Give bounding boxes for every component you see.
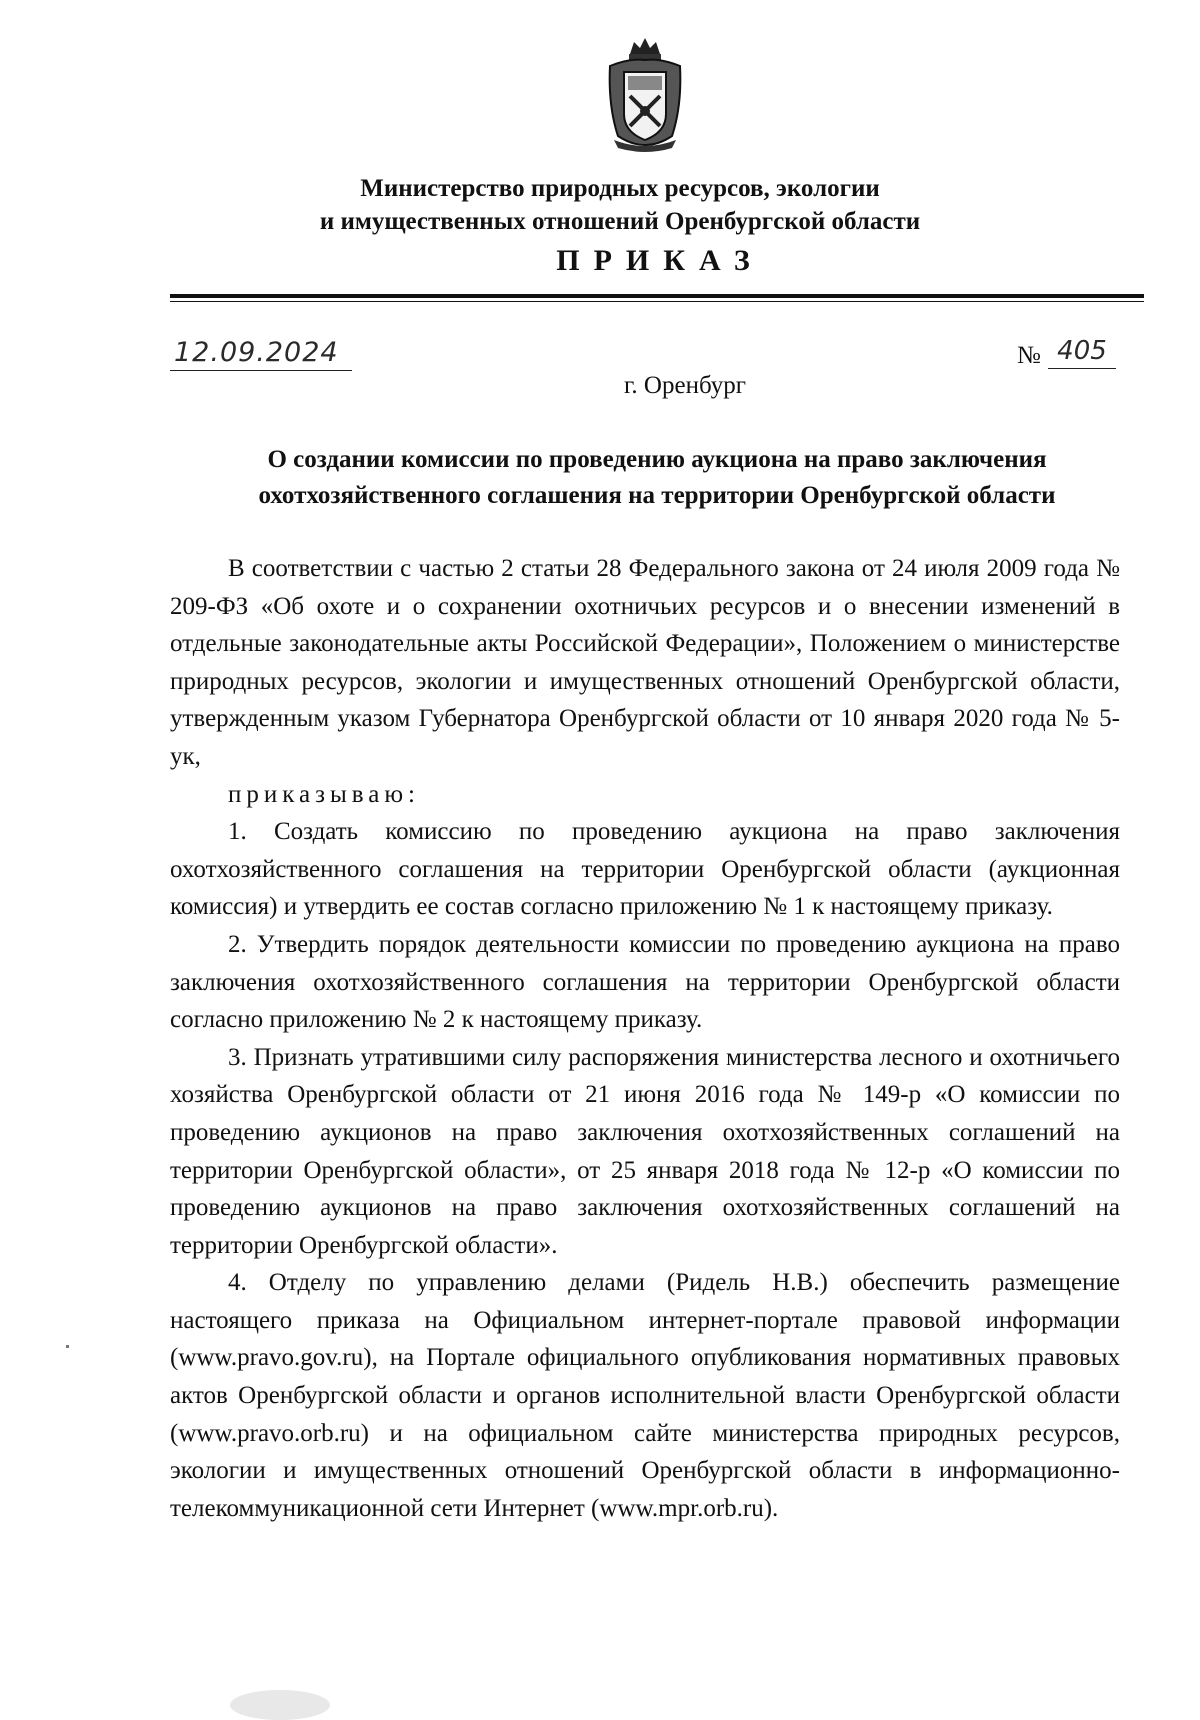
coat-of-arms-icon — [600, 36, 690, 152]
header-divider-thick — [170, 294, 1144, 298]
ministry-name-line-1: Министерство природных ресурсов, экологии — [360, 175, 880, 202]
order-number: 405 — [1048, 334, 1116, 369]
scan-smudge — [230, 1690, 330, 1720]
document-body — [170, 550, 1120, 1527]
order-item-2: 2. Утвердить порядок деятельности комиссии по проведению аукциона на право заключения охотхозяйственного соглашения на территории Оренбургской области согласно приложению № 2 к настоящему приказу. — [170, 930, 1120, 1034]
order-item-4: 4. Отделу по управлению делами (Ридель Н.В.) обеспечить размещение настоящего приказа на Официальном интернет-портале правовой информации (www.pravo.gov.ru), на Портале официального опубликования нормативных правовых актов Оренбургской области и органов исполнительной власти Оренбургской области (www.pravo.orb.ru) и на официальном сайте министерства природных ресурсов, экологии и имущественных отношений Оренбургской области в информационно-телекоммуникационной сети Интернет (www.mpr.orb.ru). — [170, 1269, 1120, 1522]
preamble-paragraph: В соответствии с частью 2 статьи 28 Федерального закона от 24 июля 2009 года № 209-ФЗ «Об охоте и о сохранении охотничьих ресурсов и о внесении изменений в отдельные законодательные акты Российской Федерации», Положением о министерстве природных ресурсов, экологии и имущественных отношений Оренбургской области, утвержденным указом Губернатора Оренбургской области от 10 января 2020 года № 5-ук, — [170, 555, 1120, 770]
scan-speck — [66, 1345, 69, 1348]
document-title — [170, 442, 1144, 514]
city-line: г. Оренбург — [624, 372, 746, 399]
header-divider-thin — [170, 301, 1144, 302]
document-title-line-1: О создании комиссии по проведению аукциона на право заключения — [267, 446, 1047, 473]
order-date: 12.09.2024 — [170, 336, 352, 371]
order-item-1: 1. Создать комиссию по проведению аукциона на право заключения охотхозяйственного соглашения на территории Оренбургской области (аукционная комиссия) и утвердить ее состав согласно приложению № 1 к настоящему приказу. — [170, 818, 1120, 921]
document-title-line-2: охотхозяйственного соглашения на территории Оренбургской области — [258, 482, 1056, 509]
ministry-name-line-2: и имущественных отношений Оренбургской области — [319, 208, 921, 235]
order-item-3: 3. Признать утратившими силу распоряжения министерства лесного и охотничьего хозяйства Оренбургской области от 21 июня 2016 года № 149-р «О комиссии по проведению аукционов на право заключения охотхозяйственных соглашений на территории Оренбургской области», от 25 января 2018 года № 12-р «О комиссии по проведению аукционов на право заключения охотхозяйственных соглашений на территории Оренбургской области». — [170, 1043, 1120, 1259]
order-verb: приказываю: — [228, 780, 420, 808]
order-heading: ПРИКАЗ — [556, 244, 764, 277]
number-sign: № — [1017, 342, 1041, 369]
